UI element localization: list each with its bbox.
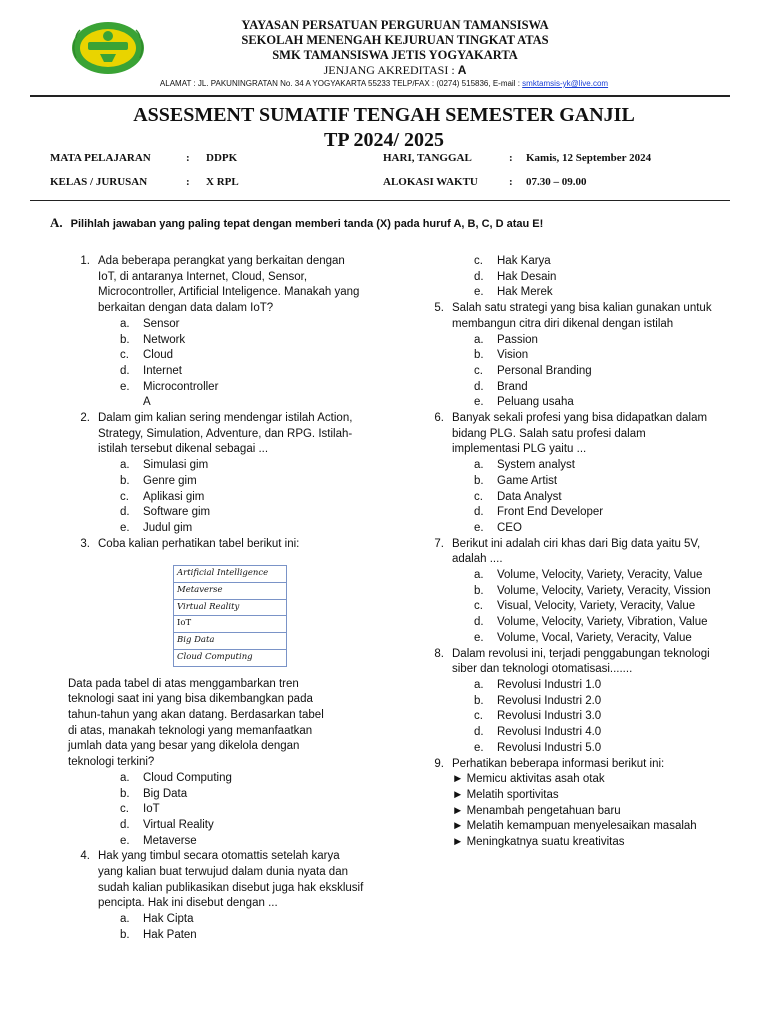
option-7e[interactable]: e. Volume, Vocal, Variety, Veracity, Value xyxy=(474,631,692,644)
option-5a[interactable]: a. Passion xyxy=(474,333,538,346)
subject-colon: : xyxy=(186,152,190,164)
option-2c[interactable]: c. Aplikasi gim xyxy=(120,490,205,503)
time-value: 07.30 – 09.00 xyxy=(526,176,587,188)
address-text: ALAMAT : JL. PAKUNINGRATAN No. 34 A YOGYAKARTA 55233 TELP/FAX : (0274) 515836, E-mail : xyxy=(159,79,520,88)
table-cell: Cloud Computing xyxy=(174,649,287,666)
instruction-text: Pilihlah jawaban yang paling tepat dengan memberi tanda (X) pada huruf A, B, C, D atau E! xyxy=(70,218,544,230)
option-8b[interactable]: b. Revolusi Industri 2.0 xyxy=(474,694,602,707)
option-3e[interactable]: e. Metaverse xyxy=(120,834,197,847)
option-4e[interactable]: e. Hak Merek xyxy=(474,286,553,299)
question-text: Berikut ini adalah ciri khas dari Big data yaitu 5V, adalah .... xyxy=(452,537,701,566)
option-7b[interactable]: b. Volume, Velocity, Variety, Veracity, Vission xyxy=(474,584,711,597)
question-7 xyxy=(422,537,722,568)
option-5c[interactable]: c. Personal Branding xyxy=(474,364,592,377)
option-4c[interactable]: c. Hak Karya xyxy=(474,255,551,267)
option-7d[interactable]: d. Volume, Velocity, Variety, Vibration, Value xyxy=(474,616,708,629)
question-number: 2. xyxy=(80,412,90,425)
question-text: Coba kalian perhatikan tabel berikut ini: xyxy=(98,537,300,550)
question-number: 6. xyxy=(434,412,444,425)
question-6 xyxy=(422,411,722,458)
option-4d[interactable]: d. Hak Desain xyxy=(474,270,557,283)
subject-label: MATA PELAJARAN xyxy=(50,152,151,164)
date-value: Kamis, 12 September 2024 xyxy=(526,152,652,164)
section-instruction xyxy=(50,215,543,231)
question-text: Dalam revolusi ini, terjadi penggabungan teknologi siber dan teknologi otomatisasi....... xyxy=(452,647,710,676)
table-cell: Metaverse xyxy=(174,583,287,600)
date-colon: : xyxy=(509,152,513,164)
school-address xyxy=(0,79,768,88)
question-number: 4. xyxy=(80,850,90,863)
option-6c[interactable]: c. Data Analyst xyxy=(474,490,562,503)
question-text: Salah satu strategi yang bisa kalian gunakan untuk membangun citra diri dikenal dengan istilah xyxy=(452,302,712,330)
option-6d[interactable]: d. Front End Developer xyxy=(474,506,604,519)
option-3d[interactable]: d. Virtual Reality xyxy=(120,818,214,831)
school-logo-icon xyxy=(70,20,146,76)
class-value: X RPL xyxy=(206,176,239,188)
option-6b[interactable]: b. Game Artist xyxy=(474,474,558,487)
option-8c[interactable]: c. Revolusi Industri 3.0 xyxy=(474,710,602,723)
option-7a[interactable]: a. Volume, Velocity, Variety, Veracity, Value xyxy=(474,569,703,582)
subject-value: DDPK xyxy=(206,152,238,164)
class-colon: : xyxy=(186,176,190,188)
question-9 xyxy=(422,757,722,773)
option-1a[interactable]: a. Sensor xyxy=(120,317,180,330)
option-2a[interactable]: a. Simulasi gim xyxy=(120,459,209,472)
bullet-item: ► Melatih kemampuan menyelesaikan masalah xyxy=(452,820,697,833)
meta-rule xyxy=(30,200,730,201)
accreditation-value: A xyxy=(457,63,467,77)
question-number: 7. xyxy=(434,537,444,550)
option-6a[interactable]: a. System analyst xyxy=(474,459,575,472)
option-8a[interactable]: a. Revolusi Industri 1.0 xyxy=(474,678,602,691)
table-cell: IoT xyxy=(174,616,287,633)
bullet-item: ► Melatih sportivitas xyxy=(452,788,559,801)
question-text: Hak yang timbul secara otomattis setelah karya yang kalian buat terwujud dalam dunia nyata dan sudah kalian publikasikan disebut juga hak eksklusif pencipta. Hak ini disebut dengan ... xyxy=(98,850,364,910)
table-cell: Artificial Intelligence xyxy=(174,566,287,583)
question-3 xyxy=(68,537,368,553)
section-letter: A. xyxy=(50,215,63,230)
question-number: 9. xyxy=(434,757,444,770)
header-rule xyxy=(30,95,730,97)
school-name: SMK TAMANSISWA JETIS YOGYAKARTA xyxy=(272,48,518,62)
table-cell: Big Data xyxy=(174,633,287,650)
right-column xyxy=(422,254,722,851)
option-3a[interactable]: a. Cloud Computing xyxy=(120,771,232,784)
option-5e[interactable]: e. Peluang usaha xyxy=(474,396,574,409)
email-link[interactable]: smktamsis-yk@live.com xyxy=(522,79,609,88)
question-1 xyxy=(68,254,368,317)
class-label: KELAS / JURUSAN xyxy=(50,176,148,188)
accreditation-label: JENJANG AKREDITASI : xyxy=(323,63,455,77)
option-7c[interactable]: c. Visual, Velocity, Variety, Veracity, Value xyxy=(474,600,696,613)
question-3-text2: Data pada tabel di atas menggambarkan tren teknologi saat ini yang bisa dikembangkan pada tahun-tahun yang akan datang. Berdasarkan tabel di atas, manakah teknologi yang memanfaatkan jumlah data yang besar yang dikelola dengan teknologi terkini? xyxy=(68,677,324,769)
left-column xyxy=(68,254,368,944)
exam-year: TP 2024/ 2025 xyxy=(323,129,444,151)
option-4a[interactable]: a. Hak Cipta xyxy=(120,913,194,926)
exam-title: ASSESMENT SUMATIF TENGAH SEMESTER GANJIL xyxy=(133,104,635,126)
question-2 xyxy=(68,411,368,458)
bullet-item: ► Memicu aktivitas asah otak xyxy=(452,773,605,786)
option-2d[interactable]: d. Software gim xyxy=(120,506,211,519)
question-number: 3. xyxy=(80,537,90,550)
option-1b[interactable]: b. Network xyxy=(120,333,186,346)
question-text: Perhatikan beberapa informasi berikut ini: xyxy=(452,757,665,770)
option-1e[interactable]: e. Microcontroller xyxy=(120,380,219,393)
question-text: Ada beberapa perangkat yang berkaitan dengan IoT, di antaranya Internet, Cloud, Sensor, Microcontroller, Artificial Inteligence. Manakah yang berkaitan dengan data dalam IoT? xyxy=(98,255,360,315)
question-number: 8. xyxy=(434,647,444,660)
foundation-name: YAYASAN PERSATUAN PERGURUAN TAMANSISWA xyxy=(241,18,549,32)
option-5d[interactable]: d. Brand xyxy=(474,380,528,393)
option-1c[interactable]: c. Cloud xyxy=(120,349,174,362)
option-6e[interactable]: e. CEO xyxy=(474,521,522,534)
option-2e[interactable]: e. Judul gim xyxy=(120,521,193,534)
accreditation xyxy=(230,63,560,78)
table-cell: Virtual Reality xyxy=(174,599,287,616)
question-5 xyxy=(422,301,722,332)
school-level: SEKOLAH MENENGAH KEJURUAN TINGKAT ATAS xyxy=(241,33,549,47)
question-number: 5. xyxy=(434,302,444,315)
question-number: 1. xyxy=(80,255,90,267)
bullet-item: ► Menambah pengetahuan baru xyxy=(452,804,621,817)
technology-table xyxy=(173,565,368,666)
date-label: HARI, TANGGAL xyxy=(383,152,472,164)
option-8e[interactable]: e. Revolusi Industri 5.0 xyxy=(474,741,602,754)
option-1d[interactable]: d. Internet xyxy=(120,364,182,377)
option-3c[interactable]: c. IoT xyxy=(120,803,160,816)
option-2b[interactable]: b. Genre gim xyxy=(120,474,197,487)
time-colon: : xyxy=(509,176,513,188)
option-4b[interactable]: b. Hak Paten xyxy=(120,928,197,941)
question-4 xyxy=(68,849,368,912)
time-label: ALOKASI WAKTU xyxy=(383,176,478,188)
question-text: Dalam gim kalian sering mendengar istilah Action, Strategy, Simulation, Adventure, dan RPG. Istilah-istilah tersebut dikenal sebagai ... xyxy=(98,412,353,456)
bullet-item: ► Meningkatnya suatu kreativitas xyxy=(452,836,625,849)
question-text: Banyak sekali profesi yang bisa didapatkan dalam bidang PLG. Salah satu profesi dalam implementasi PLG yaitu ... xyxy=(452,412,708,456)
option-8d[interactable]: d. Revolusi Industri 4.0 xyxy=(474,726,602,739)
question-8 xyxy=(422,647,722,678)
option-1-extra: A xyxy=(143,396,151,409)
option-3b[interactable]: b. Big Data xyxy=(120,787,188,800)
option-5b[interactable]: b. Vision xyxy=(474,349,529,362)
